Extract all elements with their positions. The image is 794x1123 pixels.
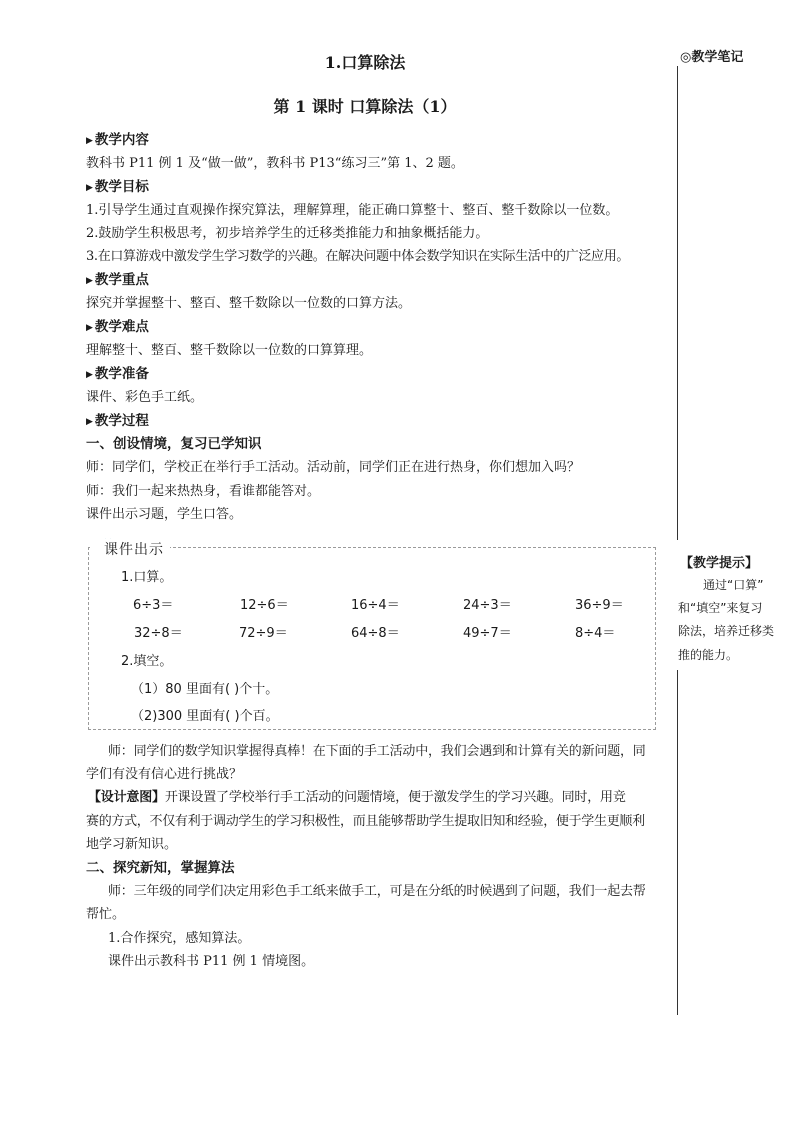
after-box-line: 师：同学们的数学知识掌握得真棒！在下面的手工活动中，我们会遇到和计算有关的新问题，同: [108, 744, 646, 759]
oral-calc-label: 1.口算。: [121, 570, 173, 585]
part1-line: 课件出示习题，学生口答。: [86, 507, 243, 522]
section-heading-process: ▶ 教学过程: [86, 413, 149, 429]
after-box-line: 学们有没有信心进行挑战？: [86, 767, 243, 782]
key-points-text: 探究并掌握整十、整百、整千数除以一位数的口算方法。: [86, 296, 412, 311]
teaching-tip-title: 【教学提示】: [680, 556, 759, 571]
goal-item: 3.在口算游戏中激发学生学习数学的兴趣。在解决问题中体会数学知识在实际生活中的广泛应用。: [86, 249, 630, 264]
period-title: 第 1 课时 口算除法（1）: [273, 97, 457, 116]
design-intent-line: 地学习新知识。: [86, 837, 178, 852]
part2-line: 1.合作探究，感知算法。: [108, 931, 251, 946]
section-heading-key-points: ▶ 教学重点: [86, 272, 149, 288]
fill-blank-item: （1）80 里面有( )个十。: [131, 682, 279, 697]
goal-item: 1.引导学生通过直观操作探究算法，理解算理，能正确口算整十、整百、整千数除以一位数。: [86, 203, 619, 218]
notes-margin-line-top: [677, 66, 678, 540]
lesson-title: 1.口算除法: [324, 53, 406, 72]
calc-item: 12÷6＝: [240, 598, 289, 613]
calc-item: 24÷3＝: [463, 598, 512, 613]
design-intent-line: 【设计意图】开课设置了学校举行手工活动的问题情境，便于激发学生的学习兴趣。同时，用竞: [88, 790, 626, 805]
fill-blank-label: 2.填空。: [121, 654, 173, 669]
section-heading-preparation: ▶ 教学准备: [86, 366, 149, 382]
calc-item: 49÷7＝: [463, 626, 512, 641]
calc-item: 36÷9＝: [575, 598, 624, 613]
teaching-notes-label: ◎教学笔记: [680, 50, 744, 65]
teaching-tip-line: 和“填空”来复习: [678, 601, 763, 615]
part2-heading: 二、探究新知，掌握算法: [86, 860, 235, 876]
part2-line: 师：三年级的同学们决定用彩色手工纸来做手工，可是在分纸的时候遇到了问题，我们一起去帮: [108, 884, 646, 899]
section-heading-goals: ▶ 教学目标: [86, 179, 149, 195]
calc-item: 72÷9＝: [239, 626, 288, 641]
part1-heading: 一、创设情境，复习已学知识: [86, 436, 262, 452]
teaching-tip-line: 推的能力。: [678, 648, 739, 662]
courseware-box-title: 课件出示: [90, 539, 170, 559]
part2-line: 帮忙。: [86, 907, 126, 922]
calc-item: 16÷4＝: [351, 598, 400, 613]
calc-item: 8÷4＝: [575, 626, 616, 641]
part1-line: 师：同学们，学校正在举行手工活动。活动前，同学们正在进行热身，你们想加入吗？: [86, 460, 581, 475]
section-heading-content: ▶ 教学内容: [86, 132, 149, 148]
preparation-text: 课件、彩色手工纸。: [86, 390, 204, 405]
design-intent-line: 赛的方式，不仅有利于调动学生的学习积极性，而且能够帮助学生提取旧知和经验，便于学生更顺利: [86, 814, 645, 829]
notes-margin-line-bottom: [677, 670, 678, 1015]
design-intent-label: 【设计意图】: [88, 790, 165, 805]
content-text: 教科书 P11 例 1 及“做一做”，教科书 P13“练习三”第 1、2 题。: [86, 156, 464, 171]
fill-blank-item: （2)300 里面有( )个百。: [131, 709, 279, 724]
teaching-tip-line: 除法，培养迁移类: [678, 624, 775, 638]
calc-item: 32÷8＝: [134, 626, 183, 641]
teaching-tip-line: 通过“口算”: [703, 578, 764, 592]
goal-item: 2.鼓励学生积极思考，初步培养学生的迁移类推能力和抽象概括能力。: [86, 226, 489, 241]
calc-item: 6÷3＝: [133, 598, 174, 613]
part2-line: 课件出示教科书 P11 例 1 情境图。: [108, 954, 315, 969]
part1-line: 师：我们一起来热热身，看谁都能答对。: [86, 484, 321, 499]
difficulties-text: 理解整十、整百、整千数除以一位数的口算算理。: [86, 343, 373, 358]
calc-item: 64÷8＝: [351, 626, 400, 641]
section-heading-difficulties: ▶ 教学难点: [86, 319, 149, 335]
